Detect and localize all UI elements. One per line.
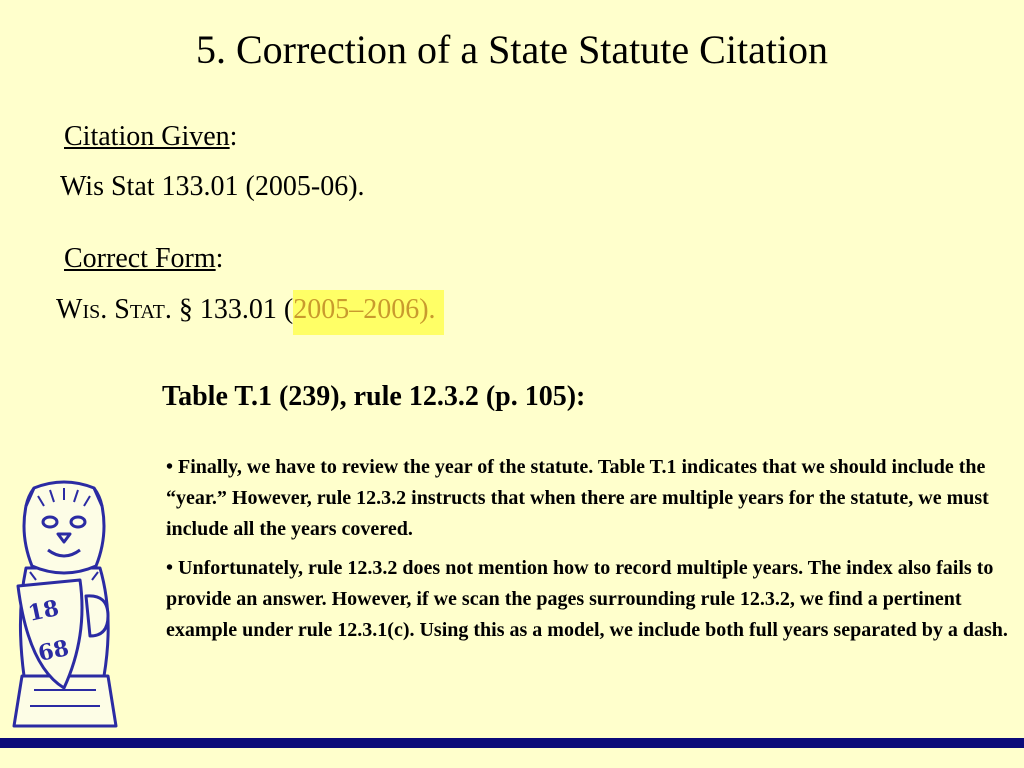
slide-title: 5. Correction of a State Statute Citation (195, 27, 829, 72)
highlighted-years: 2005–2006). (293, 290, 443, 335)
rule-heading: Table T.1 (239), rule 12.3.2 (p. 105): (162, 381, 586, 412)
correct-form-label: Correct Form (64, 243, 216, 274)
citation-given-label: Citation Given (64, 121, 230, 152)
citation-given-heading (64, 120, 237, 154)
svg-text:68: 68 (35, 635, 72, 667)
wis-abbrev: WIS. (56, 294, 115, 325)
stat-abbrev: STAT. (114, 294, 172, 325)
bullet-item: • Unfortunately, rule 12.3.2 does not mention how to record multiple years. The index also fails to provide an answer. However, if we scan the pages surrounding rule 12.3.2, we find a pertinent example under rule 12.3.1(c). Using this as a model, we include both full years separated by a dash. (166, 557, 1008, 641)
correct-form-colon: : (215, 243, 224, 274)
svg-text:18: 18 (25, 595, 62, 627)
bullet-item: • Finally, we have to review the year of the statute. Table T.1 indicates that we should include the “year.” However, rule 12.3.2 instructs that when there are multiple years for the statute, we must include all the years covered. (166, 456, 989, 540)
bottom-bar (0, 738, 1024, 748)
correct-form-citation (56, 293, 444, 329)
citation-given-colon: : (229, 121, 238, 152)
section-number: § 133.01 ( (171, 294, 294, 325)
lion-shield-seal-icon (4, 476, 124, 730)
bullet-list (166, 452, 1016, 654)
correct-form-heading (64, 242, 223, 276)
citation-given-text: Wis Stat 133.01 (2005-06). (60, 171, 365, 202)
